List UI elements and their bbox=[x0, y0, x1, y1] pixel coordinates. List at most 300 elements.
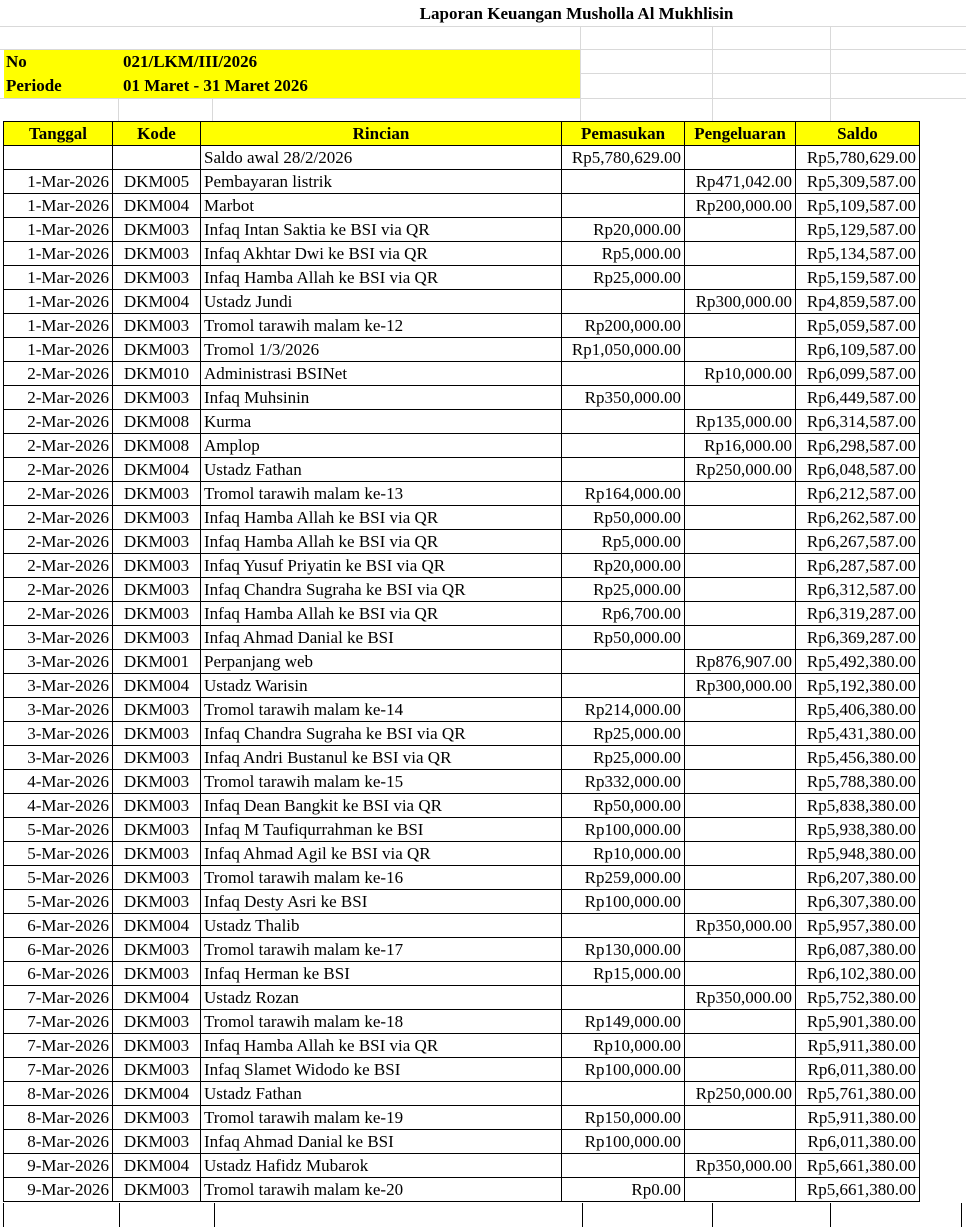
cell-pemasukan[interactable]: Rp50,000.00 bbox=[562, 794, 685, 818]
cell-tanggal[interactable]: 7-Mar-2026 bbox=[4, 1058, 113, 1082]
cell-tanggal[interactable]: 2-Mar-2026 bbox=[4, 434, 113, 458]
cell-tanggal[interactable]: 5-Mar-2026 bbox=[4, 866, 113, 890]
cell-kode[interactable]: DKM003 bbox=[113, 722, 201, 746]
cell-pemasukan[interactable]: Rp100,000.00 bbox=[562, 818, 685, 842]
cell-rincian[interactable]: Infaq Ahmad Danial ke BSI bbox=[201, 1130, 562, 1154]
cell-kode[interactable]: DKM003 bbox=[113, 506, 201, 530]
header-pengeluaran[interactable]: Pengeluaran bbox=[685, 122, 796, 146]
cell-tanggal[interactable]: 9-Mar-2026 bbox=[4, 1154, 113, 1178]
cell-kode[interactable]: DKM003 bbox=[113, 530, 201, 554]
cell-pengeluaran[interactable] bbox=[685, 578, 796, 602]
cell-kode[interactable]: DKM003 bbox=[113, 482, 201, 506]
cell-saldo[interactable]: Rp5,911,380.00 bbox=[796, 1106, 920, 1130]
cell-rincian[interactable]: Infaq Hamba Allah ke BSI via QR bbox=[201, 530, 562, 554]
cell-tanggal[interactable]: 7-Mar-2026 bbox=[4, 986, 113, 1010]
cell-tanggal[interactable]: 1-Mar-2026 bbox=[4, 266, 113, 290]
cell-pemasukan[interactable] bbox=[562, 914, 685, 938]
cell-rincian[interactable]: Ustadz Warisin bbox=[201, 674, 562, 698]
cell-rincian[interactable]: Infaq Intan Saktia ke BSI via QR bbox=[201, 218, 562, 242]
cell-saldo[interactable]: Rp5,406,380.00 bbox=[796, 698, 920, 722]
cell-pemasukan[interactable]: Rp1,050,000.00 bbox=[562, 338, 685, 362]
cell-kode[interactable]: DKM003 bbox=[113, 554, 201, 578]
table-row bbox=[4, 194, 920, 218]
cell-rincian[interactable]: Administrasi BSINet bbox=[201, 362, 562, 386]
cell-pemasukan[interactable]: Rp149,000.00 bbox=[562, 1010, 685, 1034]
cell-tanggal[interactable]: 4-Mar-2026 bbox=[4, 794, 113, 818]
cell-kode[interactable]: DKM003 bbox=[113, 746, 201, 770]
cell-saldo[interactable]: Rp5,948,380.00 bbox=[796, 842, 920, 866]
cell-rincian[interactable]: Tromol tarawih malam ke-12 bbox=[201, 314, 562, 338]
cell-tanggal[interactable]: 2-Mar-2026 bbox=[4, 506, 113, 530]
cell-saldo[interactable]: Rp5,661,380.00 bbox=[796, 1178, 920, 1202]
cell-pemasukan[interactable]: Rp0.00 bbox=[562, 1178, 685, 1202]
cell-tanggal[interactable]: 1-Mar-2026 bbox=[4, 314, 113, 338]
cell-kode[interactable]: DKM003 bbox=[113, 338, 201, 362]
cell-kode[interactable]: DKM003 bbox=[113, 938, 201, 962]
cell-saldo[interactable]: Rp5,059,587.00 bbox=[796, 314, 920, 338]
cell-pengeluaran[interactable]: Rp250,000.00 bbox=[685, 458, 796, 482]
cell-tanggal[interactable]: 5-Mar-2026 bbox=[4, 818, 113, 842]
cell-tanggal[interactable]: 8-Mar-2026 bbox=[4, 1082, 113, 1106]
cell-rincian[interactable]: Infaq Ahmad Danial ke BSI bbox=[201, 626, 562, 650]
cell-pengeluaran[interactable] bbox=[685, 794, 796, 818]
cell-rincian[interactable]: Tromol tarawih malam ke-17 bbox=[201, 938, 562, 962]
cell-saldo[interactable]: Rp5,838,380.00 bbox=[796, 794, 920, 818]
cell-pemasukan[interactable]: Rp332,000.00 bbox=[562, 770, 685, 794]
table-row bbox=[4, 626, 920, 650]
cell-kode[interactable]: DKM004 bbox=[113, 674, 201, 698]
cell-kode[interactable]: DKM003 bbox=[113, 890, 201, 914]
cell-rincian[interactable]: Tromol tarawih malam ke-20 bbox=[201, 1178, 562, 1202]
cell-tanggal[interactable]: 2-Mar-2026 bbox=[4, 602, 113, 626]
cell-pemasukan[interactable]: Rp15,000.00 bbox=[562, 962, 685, 986]
cell-pengeluaran[interactable] bbox=[685, 698, 796, 722]
cell-tanggal[interactable]: 1-Mar-2026 bbox=[4, 218, 113, 242]
cell-pemasukan[interactable]: Rp25,000.00 bbox=[562, 266, 685, 290]
cell-tanggal[interactable]: 5-Mar-2026 bbox=[4, 890, 113, 914]
cell-kode[interactable]: DKM003 bbox=[113, 1130, 201, 1154]
cell-saldo[interactable]: Rp6,369,287.00 bbox=[796, 626, 920, 650]
cell-kode[interactable]: DKM003 bbox=[113, 218, 201, 242]
cell-saldo[interactable]: Rp6,212,587.00 bbox=[796, 482, 920, 506]
cell-pengeluaran[interactable] bbox=[685, 506, 796, 530]
cell-saldo[interactable]: Rp6,314,587.00 bbox=[796, 410, 920, 434]
cell-saldo[interactable]: Rp5,456,380.00 bbox=[796, 746, 920, 770]
cell-rincian[interactable]: Ustadz Rozan bbox=[201, 986, 562, 1010]
cell-tanggal[interactable]: 3-Mar-2026 bbox=[4, 698, 113, 722]
cell-pengeluaran[interactable] bbox=[685, 482, 796, 506]
cell-saldo[interactable]: Rp6,048,587.00 bbox=[796, 458, 920, 482]
cell-pengeluaran[interactable]: Rp471,042.00 bbox=[685, 170, 796, 194]
cell-saldo[interactable]: Rp5,109,587.00 bbox=[796, 194, 920, 218]
table-row bbox=[4, 554, 920, 578]
cell-pemasukan[interactable]: Rp20,000.00 bbox=[562, 554, 685, 578]
cell-kode[interactable]: DKM003 bbox=[113, 770, 201, 794]
cell-tanggal[interactable]: 6-Mar-2026 bbox=[4, 938, 113, 962]
cell-pemasukan[interactable]: Rp350,000.00 bbox=[562, 386, 685, 410]
cell-kode[interactable]: DKM004 bbox=[113, 194, 201, 218]
cell-saldo[interactable]: Rp6,207,380.00 bbox=[796, 866, 920, 890]
empty-cell[interactable] bbox=[215, 1203, 583, 1227]
cell-rincian[interactable]: Tromol tarawih malam ke-15 bbox=[201, 770, 562, 794]
cell-pengeluaran[interactable]: Rp200,000.00 bbox=[685, 194, 796, 218]
cell-pengeluaran[interactable] bbox=[685, 962, 796, 986]
cell-saldo[interactable]: Rp6,319,287.00 bbox=[796, 602, 920, 626]
cell-pengeluaran[interactable] bbox=[685, 890, 796, 914]
table-row bbox=[4, 314, 920, 338]
cell-pemasukan[interactable]: Rp5,000.00 bbox=[562, 530, 685, 554]
cell-tanggal[interactable]: 2-Mar-2026 bbox=[4, 386, 113, 410]
cell-pemasukan[interactable]: Rp10,000.00 bbox=[562, 1034, 685, 1058]
cell-rincian[interactable]: Infaq Yusuf Priyatin ke BSI via QR bbox=[201, 554, 562, 578]
empty-cell[interactable] bbox=[120, 1203, 215, 1227]
cell-kode[interactable]: DKM004 bbox=[113, 986, 201, 1010]
cell-tanggal[interactable]: 1-Mar-2026 bbox=[4, 170, 113, 194]
cell-saldo[interactable]: Rp5,309,587.00 bbox=[796, 170, 920, 194]
cell-pengeluaran[interactable]: Rp300,000.00 bbox=[685, 674, 796, 698]
cell-saldo[interactable]: Rp6,262,587.00 bbox=[796, 506, 920, 530]
cell-pemasukan[interactable] bbox=[562, 362, 685, 386]
cell-pemasukan[interactable] bbox=[562, 986, 685, 1010]
cell-pemasukan[interactable] bbox=[562, 170, 685, 194]
cell-saldo[interactable]: Rp4,859,587.00 bbox=[796, 290, 920, 314]
cell-rincian[interactable]: Amplop bbox=[201, 434, 562, 458]
cell-rincian[interactable]: Tromol tarawih malam ke-18 bbox=[201, 1010, 562, 1034]
cell-rincian[interactable]: Tromol tarawih malam ke-19 bbox=[201, 1106, 562, 1130]
cell-saldo[interactable]: Rp6,307,380.00 bbox=[796, 890, 920, 914]
cell-rincian[interactable]: Tromol tarawih malam ke-13 bbox=[201, 482, 562, 506]
cell-pengeluaran[interactable] bbox=[685, 1178, 796, 1202]
cell-kode[interactable]: DKM005 bbox=[113, 170, 201, 194]
table-row bbox=[4, 1034, 920, 1058]
cell-tanggal[interactable]: 1-Mar-2026 bbox=[4, 338, 113, 362]
cell-pengeluaran[interactable] bbox=[685, 1034, 796, 1058]
cell-rincian[interactable]: Infaq Ahmad Agil ke BSI via QR bbox=[201, 842, 562, 866]
cell-tanggal[interactable]: 4-Mar-2026 bbox=[4, 770, 113, 794]
cell-tanggal[interactable]: 2-Mar-2026 bbox=[4, 578, 113, 602]
table-row bbox=[4, 218, 920, 242]
empty-cell[interactable] bbox=[713, 1203, 831, 1227]
cell-tanggal[interactable]: 3-Mar-2026 bbox=[4, 650, 113, 674]
cell-saldo[interactable]: Rp6,312,587.00 bbox=[796, 578, 920, 602]
cell-kode[interactable]: DKM003 bbox=[113, 1106, 201, 1130]
cell-pengeluaran[interactable]: Rp16,000.00 bbox=[685, 434, 796, 458]
cell-rincian[interactable]: Infaq Hamba Allah ke BSI via QR bbox=[201, 506, 562, 530]
cell-kode[interactable]: DKM004 bbox=[113, 914, 201, 938]
cell-pengeluaran[interactable]: Rp300,000.00 bbox=[685, 290, 796, 314]
cell-kode[interactable]: DKM003 bbox=[113, 818, 201, 842]
header-saldo[interactable]: Saldo bbox=[796, 122, 920, 146]
ledger-table bbox=[3, 121, 920, 1202]
cell-saldo[interactable]: Rp5,780,629.00 bbox=[796, 146, 920, 170]
cell-saldo[interactable]: Rp6,102,380.00 bbox=[796, 962, 920, 986]
cell-pemasukan[interactable]: Rp259,000.00 bbox=[562, 866, 685, 890]
cell-tanggal[interactable]: 3-Mar-2026 bbox=[4, 746, 113, 770]
cell-saldo[interactable]: Rp5,938,380.00 bbox=[796, 818, 920, 842]
cell-pemasukan[interactable]: Rp25,000.00 bbox=[562, 578, 685, 602]
cell-tanggal[interactable]: 1-Mar-2026 bbox=[4, 290, 113, 314]
cell-pemasukan[interactable]: Rp164,000.00 bbox=[562, 482, 685, 506]
cell-pemasukan[interactable]: Rp100,000.00 bbox=[562, 1058, 685, 1082]
cell-saldo[interactable]: Rp5,129,587.00 bbox=[796, 218, 920, 242]
cell-kode[interactable]: DKM003 bbox=[113, 962, 201, 986]
cell-pengeluaran[interactable] bbox=[685, 530, 796, 554]
cell-tanggal[interactable]: 2-Mar-2026 bbox=[4, 458, 113, 482]
cell-saldo[interactable]: Rp5,661,380.00 bbox=[796, 1154, 920, 1178]
table-row bbox=[4, 362, 920, 386]
cell-rincian[interactable]: Infaq Akhtar Dwi ke BSI via QR bbox=[201, 242, 562, 266]
meta-period-value[interactable]: 01 Maret - 31 Maret 2026 bbox=[123, 76, 308, 95]
cell-pemasukan[interactable]: Rp25,000.00 bbox=[562, 722, 685, 746]
cell-pengeluaran[interactable]: Rp135,000.00 bbox=[685, 410, 796, 434]
cell-pemasukan[interactable] bbox=[562, 194, 685, 218]
cell-pengeluaran[interactable]: Rp10,000.00 bbox=[685, 362, 796, 386]
cell-tanggal[interactable]: 2-Mar-2026 bbox=[4, 530, 113, 554]
cell-pengeluaran[interactable] bbox=[685, 938, 796, 962]
cell-pengeluaran[interactable] bbox=[685, 722, 796, 746]
cell-pemasukan[interactable] bbox=[562, 1082, 685, 1106]
cell-kode[interactable]: DKM003 bbox=[113, 266, 201, 290]
cell-saldo[interactable]: Rp5,957,380.00 bbox=[796, 914, 920, 938]
cell-kode[interactable]: DKM008 bbox=[113, 434, 201, 458]
ledger-body bbox=[4, 146, 920, 1202]
cell-tanggal[interactable]: 2-Mar-2026 bbox=[4, 362, 113, 386]
cell-kode[interactable]: DKM004 bbox=[113, 290, 201, 314]
cell-pemasukan[interactable]: Rp100,000.00 bbox=[562, 890, 685, 914]
table-row bbox=[4, 866, 920, 890]
empty-cell[interactable] bbox=[831, 1203, 962, 1227]
cell-pemasukan[interactable] bbox=[562, 650, 685, 674]
table-row bbox=[4, 746, 920, 770]
meta-number-value[interactable]: 021/LKM/III/2026 bbox=[123, 52, 258, 71]
cell-pengeluaran[interactable] bbox=[685, 746, 796, 770]
empty-cell[interactable] bbox=[4, 1203, 120, 1227]
header-tanggal[interactable]: Tanggal bbox=[4, 122, 113, 146]
cell-tanggal[interactable]: 3-Mar-2026 bbox=[4, 626, 113, 650]
cell-tanggal[interactable]: 3-Mar-2026 bbox=[4, 674, 113, 698]
cell-saldo[interactable]: Rp5,752,380.00 bbox=[796, 986, 920, 1010]
cell-tanggal[interactable]: 6-Mar-2026 bbox=[4, 962, 113, 986]
table-row bbox=[4, 482, 920, 506]
report-meta-block bbox=[4, 50, 580, 98]
cell-rincian[interactable]: Ustadz Fathan bbox=[201, 458, 562, 482]
cell-rincian[interactable]: Ustadz Jundi bbox=[201, 290, 562, 314]
cell-kode[interactable]: DKM003 bbox=[113, 386, 201, 410]
cell-pemasukan[interactable] bbox=[562, 434, 685, 458]
cell-pemasukan[interactable]: Rp100,000.00 bbox=[562, 1130, 685, 1154]
cell-rincian[interactable]: Ustadz Thalib bbox=[201, 914, 562, 938]
cell-kode[interactable]: DKM008 bbox=[113, 410, 201, 434]
cell-pengeluaran[interactable] bbox=[685, 602, 796, 626]
cell-saldo[interactable]: Rp5,492,380.00 bbox=[796, 650, 920, 674]
cell-saldo[interactable]: Rp5,159,587.00 bbox=[796, 266, 920, 290]
cell-tanggal[interactable]: 2-Mar-2026 bbox=[4, 482, 113, 506]
meta-period-row bbox=[4, 74, 580, 98]
cell-pengeluaran[interactable] bbox=[685, 314, 796, 338]
cell-saldo[interactable]: Rp5,431,380.00 bbox=[796, 722, 920, 746]
cell-saldo[interactable]: Rp5,901,380.00 bbox=[796, 1010, 920, 1034]
cell-pengeluaran[interactable]: Rp350,000.00 bbox=[685, 914, 796, 938]
cell-rincian[interactable]: Infaq Desty Asri ke BSI bbox=[201, 890, 562, 914]
cell-pemasukan[interactable]: Rp25,000.00 bbox=[562, 746, 685, 770]
cell-rincian[interactable]: Perpanjang web bbox=[201, 650, 562, 674]
cell-rincian[interactable]: Tromol 1/3/2026 bbox=[201, 338, 562, 362]
cell-rincian[interactable]: Infaq M Taufiqurrahman ke BSI bbox=[201, 818, 562, 842]
cell-kode[interactable]: DKM010 bbox=[113, 362, 201, 386]
cell-pengeluaran[interactable] bbox=[685, 626, 796, 650]
cell-rincian[interactable]: Infaq Herman ke BSI bbox=[201, 962, 562, 986]
cell-pemasukan[interactable]: Rp20,000.00 bbox=[562, 218, 685, 242]
cell-saldo[interactable]: Rp5,761,380.00 bbox=[796, 1082, 920, 1106]
cell-rincian[interactable]: Ustadz Fathan bbox=[201, 1082, 562, 1106]
cell-saldo[interactable]: Rp6,449,587.00 bbox=[796, 386, 920, 410]
empty-cell[interactable] bbox=[583, 1203, 713, 1227]
cell-pemasukan[interactable]: Rp10,000.00 bbox=[562, 842, 685, 866]
cell-pemasukan[interactable] bbox=[562, 1154, 685, 1178]
cell-pengeluaran[interactable]: Rp350,000.00 bbox=[685, 1154, 796, 1178]
cell-rincian[interactable]: Infaq Hamba Allah ke BSI via QR bbox=[201, 266, 562, 290]
cell-pemasukan[interactable]: Rp200,000.00 bbox=[562, 314, 685, 338]
meta-number-row bbox=[4, 50, 580, 74]
cell-saldo[interactable]: Rp6,011,380.00 bbox=[796, 1130, 920, 1154]
cell-kode[interactable]: DKM003 bbox=[113, 314, 201, 338]
cell-pengeluaran[interactable] bbox=[685, 1010, 796, 1034]
cell-tanggal[interactable]: 1-Mar-2026 bbox=[4, 194, 113, 218]
cell-pengeluaran[interactable] bbox=[685, 218, 796, 242]
cell-saldo[interactable]: Rp6,267,587.00 bbox=[796, 530, 920, 554]
cell-tanggal[interactable]: 9-Mar-2026 bbox=[4, 1178, 113, 1202]
cell-kode[interactable]: DKM003 bbox=[113, 1178, 201, 1202]
cell-tanggal[interactable]: 5-Mar-2026 bbox=[4, 842, 113, 866]
table-row bbox=[4, 1106, 920, 1130]
cell-tanggal[interactable] bbox=[4, 146, 113, 170]
cell-rincian[interactable]: Infaq Slamet Widodo ke BSI bbox=[201, 1058, 562, 1082]
cell-pemasukan[interactable] bbox=[562, 674, 685, 698]
cell-rincian[interactable]: Infaq Chandra Sugraha ke BSI via QR bbox=[201, 578, 562, 602]
cell-saldo[interactable]: Rp6,099,587.00 bbox=[796, 362, 920, 386]
header-rincian[interactable]: Rincian bbox=[201, 122, 562, 146]
header-kode[interactable]: Kode bbox=[113, 122, 201, 146]
cell-kode[interactable]: DKM003 bbox=[113, 698, 201, 722]
cell-kode[interactable]: DKM003 bbox=[113, 794, 201, 818]
table-row bbox=[4, 338, 920, 362]
table-row bbox=[4, 266, 920, 290]
cell-pengeluaran[interactable] bbox=[685, 866, 796, 890]
cell-pengeluaran[interactable] bbox=[685, 338, 796, 362]
cell-saldo[interactable]: Rp5,788,380.00 bbox=[796, 770, 920, 794]
cell-rincian[interactable]: Kurma bbox=[201, 410, 562, 434]
cell-rincian[interactable]: Infaq Muhsinin bbox=[201, 386, 562, 410]
cell-rincian[interactable]: Infaq Dean Bangkit ke BSI via QR bbox=[201, 794, 562, 818]
cell-pemasukan[interactable]: Rp50,000.00 bbox=[562, 506, 685, 530]
cell-pengeluaran[interactable] bbox=[685, 266, 796, 290]
cell-tanggal[interactable]: 2-Mar-2026 bbox=[4, 554, 113, 578]
cell-pemasukan[interactable]: Rp130,000.00 bbox=[562, 938, 685, 962]
cell-rincian[interactable]: Pembayaran listrik bbox=[201, 170, 562, 194]
cell-kode[interactable]: DKM004 bbox=[113, 1082, 201, 1106]
cell-rincian[interactable]: Infaq Hamba Allah ke BSI via QR bbox=[201, 602, 562, 626]
table-row bbox=[4, 530, 920, 554]
cell-pemasukan[interactable]: Rp50,000.00 bbox=[562, 626, 685, 650]
cell-tanggal[interactable]: 2-Mar-2026 bbox=[4, 410, 113, 434]
cell-tanggal[interactable]: 3-Mar-2026 bbox=[4, 722, 113, 746]
cell-saldo[interactable]: Rp6,287,587.00 bbox=[796, 554, 920, 578]
cell-rincian[interactable]: Infaq Andri Bustanul ke BSI via QR bbox=[201, 746, 562, 770]
cell-kode[interactable]: DKM003 bbox=[113, 242, 201, 266]
table-row bbox=[4, 1082, 920, 1106]
cell-pemasukan[interactable] bbox=[562, 410, 685, 434]
cell-pengeluaran[interactable] bbox=[685, 842, 796, 866]
cell-rincian[interactable]: Infaq Hamba Allah ke BSI via QR bbox=[201, 1034, 562, 1058]
cell-saldo[interactable]: Rp6,087,380.00 bbox=[796, 938, 920, 962]
cell-kode[interactable]: DKM003 bbox=[113, 602, 201, 626]
cell-tanggal[interactable]: 6-Mar-2026 bbox=[4, 914, 113, 938]
cell-kode[interactable] bbox=[113, 146, 201, 170]
cell-rincian[interactable]: Tromol tarawih malam ke-14 bbox=[201, 698, 562, 722]
cell-saldo[interactable]: Rp5,134,587.00 bbox=[796, 242, 920, 266]
cell-kode[interactable]: DKM003 bbox=[113, 1058, 201, 1082]
cell-kode[interactable]: DKM004 bbox=[113, 1154, 201, 1178]
cell-pemasukan[interactable]: Rp214,000.00 bbox=[562, 698, 685, 722]
cell-pengeluaran[interactable] bbox=[685, 146, 796, 170]
cell-rincian[interactable]: Ustadz Hafidz Mubarok bbox=[201, 1154, 562, 1178]
cell-pengeluaran[interactable] bbox=[685, 770, 796, 794]
cell-kode[interactable]: DKM003 bbox=[113, 842, 201, 866]
cell-saldo[interactable]: Rp5,911,380.00 bbox=[796, 1034, 920, 1058]
cell-pengeluaran[interactable]: Rp350,000.00 bbox=[685, 986, 796, 1010]
cell-pemasukan[interactable]: Rp6,700.00 bbox=[562, 602, 685, 626]
cell-kode[interactable]: DKM003 bbox=[113, 1034, 201, 1058]
cell-kode[interactable]: DKM003 bbox=[113, 578, 201, 602]
cell-pengeluaran[interactable]: Rp250,000.00 bbox=[685, 1082, 796, 1106]
cell-saldo[interactable]: Rp5,192,380.00 bbox=[796, 674, 920, 698]
cell-kode[interactable]: DKM003 bbox=[113, 626, 201, 650]
cell-kode[interactable]: DKM003 bbox=[113, 1010, 201, 1034]
cell-kode[interactable]: DKM001 bbox=[113, 650, 201, 674]
cell-tanggal[interactable]: 7-Mar-2026 bbox=[4, 1010, 113, 1034]
cell-pemasukan[interactable]: Rp5,780,629.00 bbox=[562, 146, 685, 170]
cell-pengeluaran[interactable] bbox=[685, 1130, 796, 1154]
cell-saldo[interactable]: Rp6,109,587.00 bbox=[796, 338, 920, 362]
cell-pemasukan[interactable] bbox=[562, 458, 685, 482]
cell-tanggal[interactable]: 7-Mar-2026 bbox=[4, 1034, 113, 1058]
cell-kode[interactable]: DKM003 bbox=[113, 866, 201, 890]
cell-pengeluaran[interactable] bbox=[685, 554, 796, 578]
cell-pemasukan[interactable] bbox=[562, 290, 685, 314]
cell-pemasukan[interactable]: Rp150,000.00 bbox=[562, 1106, 685, 1130]
cell-pengeluaran[interactable]: Rp876,907.00 bbox=[685, 650, 796, 674]
cell-tanggal[interactable]: 8-Mar-2026 bbox=[4, 1106, 113, 1130]
cell-pengeluaran[interactable] bbox=[685, 386, 796, 410]
cell-tanggal[interactable]: 8-Mar-2026 bbox=[4, 1130, 113, 1154]
table-row bbox=[4, 1154, 920, 1178]
meta-period-label: Periode bbox=[6, 76, 62, 95]
cell-pengeluaran[interactable] bbox=[685, 1058, 796, 1082]
cell-kode[interactable]: DKM004 bbox=[113, 458, 201, 482]
cell-pengeluaran[interactable] bbox=[685, 242, 796, 266]
cell-tanggal[interactable]: 1-Mar-2026 bbox=[4, 242, 113, 266]
cell-rincian[interactable]: Saldo awal 28/2/2026 bbox=[201, 146, 562, 170]
cell-rincian[interactable]: Marbot bbox=[201, 194, 562, 218]
header-pemasukan[interactable]: Pemasukan bbox=[562, 122, 685, 146]
cell-saldo[interactable]: Rp6,298,587.00 bbox=[796, 434, 920, 458]
cell-rincian[interactable]: Infaq Chandra Sugraha ke BSI via QR bbox=[201, 722, 562, 746]
cell-rincian[interactable]: Tromol tarawih malam ke-16 bbox=[201, 866, 562, 890]
cell-saldo[interactable]: Rp6,011,380.00 bbox=[796, 1058, 920, 1082]
cell-pengeluaran[interactable] bbox=[685, 1106, 796, 1130]
cell-pengeluaran[interactable] bbox=[685, 818, 796, 842]
cell-pemasukan[interactable]: Rp5,000.00 bbox=[562, 242, 685, 266]
